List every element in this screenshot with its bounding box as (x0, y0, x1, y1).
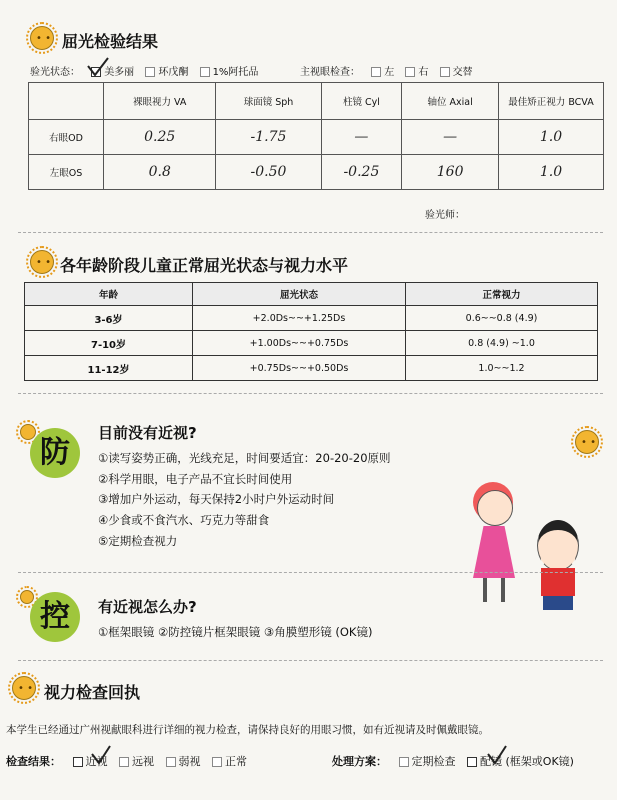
eye-option-left: 左 (384, 67, 395, 78)
receipt-text: 本学生已经通过广州视献眼科进行详细的视力检查，请保持良好的用眼习惯，如有近视请及时佩戴眼镜。 (6, 724, 489, 736)
eye-checkbox-left[interactable] (371, 67, 381, 77)
boy-face (537, 520, 579, 571)
check-mark-icon (90, 744, 112, 766)
vision-cell: 0.8 (4.9) ~1.0 (406, 331, 598, 356)
dominant-eye-row (300, 63, 473, 78)
check-mark-icon (486, 744, 508, 766)
sun-icon: • • (30, 26, 54, 50)
refraction-cell: +2.0Ds~~+1.25Ds (193, 306, 406, 331)
age-cell: 11-12岁 (25, 356, 193, 381)
result-option-amblyopia: 弱视 (178, 755, 201, 768)
result-option-hyperopia: 远视 (132, 755, 154, 768)
divider (18, 660, 603, 661)
header-refraction: 屈光状态 (193, 283, 406, 306)
girl-leg (501, 578, 505, 602)
prevent-item: ②科学用眼，电子产品不宜长时间使用 (98, 472, 293, 486)
header-cell (29, 83, 104, 120)
refraction-table (28, 82, 604, 190)
section-title-refraction: 屈光检验结果 (62, 32, 159, 51)
prevent-item: ⑤定期检查视力 (98, 534, 178, 548)
refraction-cell: +1.00Ds~~+0.75Ds (193, 331, 406, 356)
receipt-title: 视力检查回执 (44, 683, 141, 702)
girl-face (477, 490, 513, 526)
status-option-1: 美多丽 (104, 67, 135, 78)
result-checkbox-normal[interactable] (212, 757, 222, 767)
control-badge: 控 (30, 592, 80, 642)
eye-option-right: 右 (418, 67, 429, 78)
table-row (25, 331, 598, 356)
girl-leg (483, 578, 487, 602)
section-title-normal-vision: 各年龄阶段儿童正常屈光状态与视力水平 (60, 256, 349, 275)
plan-checkbox-glasses[interactable] (467, 757, 477, 767)
os-axial: 160 (402, 155, 499, 190)
header-axial: 轴位 Axial (402, 83, 499, 120)
plan-row (332, 753, 574, 769)
result-checkbox-hyperopia[interactable] (119, 757, 129, 767)
plan-label: 处理方案： (332, 755, 387, 768)
row-eye-od: 右眼OD (29, 120, 104, 155)
refraction-cell: +0.75Ds~~+0.50Ds (193, 356, 406, 381)
plan-option-glasses: 配镜 (框架或OK镜) (480, 755, 574, 768)
os-sph: -0.50 (216, 155, 321, 190)
sun-icon: • • (575, 430, 599, 454)
plan-option-regular: 定期检查 (411, 755, 456, 768)
prevent-item: ③增加户外运动，每天保持2小时户外运动时间 (98, 492, 335, 506)
divider (18, 232, 603, 233)
table-row (25, 356, 598, 381)
age-cell: 7-10岁 (25, 331, 193, 356)
sun-icon (20, 590, 34, 604)
header-age: 年龄 (25, 283, 193, 306)
table-row (29, 155, 604, 190)
dominant-eye-label: 主视眼检查： (300, 67, 360, 78)
result-option-normal: 正常 (225, 755, 247, 768)
header-va: 裸眼视力 VA (104, 83, 216, 120)
sun-icon: • • (30, 250, 54, 274)
od-cyl: — (321, 120, 402, 155)
control-options: ①框架眼镜 ②防控镜片框架眼镜 ③角膜塑形镜 (OK镜) (98, 625, 373, 639)
result-checkbox-amblyopia[interactable] (166, 757, 176, 767)
check-mark-icon (86, 56, 110, 78)
header-cyl: 柱镜 Cyl (321, 83, 402, 120)
status-checkbox-2[interactable] (145, 67, 155, 77)
boy-pants (543, 596, 573, 610)
row-eye-os: 左眼OS (29, 155, 104, 190)
divider (18, 393, 603, 394)
table-header-row (25, 283, 598, 306)
os-va: 0.8 (104, 155, 216, 190)
eye-checkbox-right[interactable] (405, 67, 415, 77)
prevent-badge: 防 (30, 428, 80, 478)
status-checkbox-3[interactable] (200, 67, 210, 77)
vision-cell: 0.6~~0.8 (4.9) (406, 306, 598, 331)
os-cyl: -0.25 (321, 155, 402, 190)
prevent-item: ④少食或不食汽水、巧克力等甜食 (98, 513, 270, 527)
normal-vision-table (24, 282, 598, 381)
od-axial: — (402, 120, 499, 155)
sun-icon: • • (12, 676, 36, 700)
result-row (6, 753, 247, 769)
eye-option-alt: 交替 (452, 67, 473, 78)
optometrist-label: 验光师： (425, 210, 465, 221)
table-row (25, 306, 598, 331)
prevent-item: ①读写姿势正确，光线充足，时间要适宜：20-20-20原则 (98, 451, 391, 465)
vision-cell: 1.0~~1.2 (406, 356, 598, 381)
status-option-3: 1%阿托品 (212, 67, 259, 78)
result-option-myopia: 近视 (85, 755, 108, 768)
age-cell: 3-6岁 (25, 306, 193, 331)
prevent-title: 目前没有近视? (98, 424, 197, 442)
os-bcva: 1.0 (499, 155, 604, 190)
result-label: 检查结果： (6, 755, 61, 768)
table-header-row (29, 83, 604, 120)
status-label: 验光状态： (30, 67, 80, 78)
girl-dress (473, 526, 515, 578)
header-vision: 正常视力 (406, 283, 598, 306)
divider (18, 572, 603, 573)
od-bcva: 1.0 (499, 120, 604, 155)
header-sph: 球面镜 Sph (216, 83, 321, 120)
plan-checkbox-regular[interactable] (399, 757, 409, 767)
result-checkbox-myopia[interactable] (73, 757, 83, 767)
table-row (29, 120, 604, 155)
header-bcva: 最佳矫正视力 BCVA (499, 83, 604, 120)
status-row (30, 63, 258, 78)
status-option-2: 环戊酮 (158, 67, 189, 78)
control-title: 有近视怎么办? (98, 598, 197, 616)
od-va: 0.25 (104, 120, 216, 155)
eye-checkbox-alt[interactable] (440, 67, 450, 77)
kids-illustration (455, 420, 605, 620)
od-sph: -1.75 (216, 120, 321, 155)
